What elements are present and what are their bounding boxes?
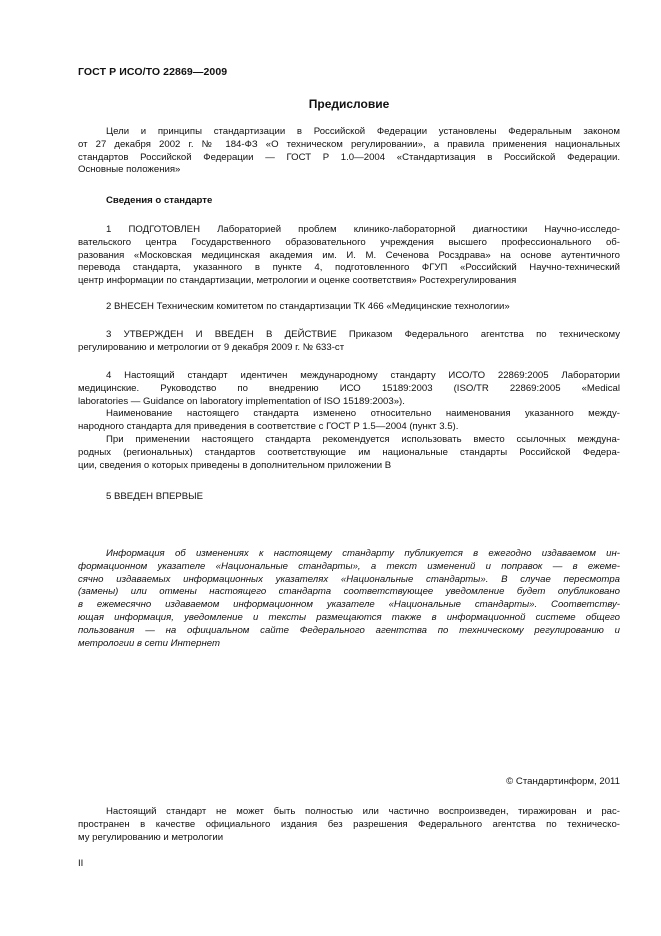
text-line: от 27 декабря 2002 г. № 184-ФЗ «О техническом регулировании», а правила применения национальных <box>78 138 620 150</box>
text-line: пространен в качестве официального издания без разрешения Федерального агентства по техническо- <box>78 818 620 830</box>
text-line: формационном указателе «Национальные стандарты», а текст изменений и поправок — в ежеме- <box>78 560 620 572</box>
standard-info-subtitle: Сведения о стандарте <box>106 195 213 206</box>
text-line: 3 УТВЕРЖДЕН И ВВЕДЕН В ДЕЙСТВИЕ Приказом Федерального агентства по техническому <box>106 329 620 340</box>
text-line: пользования — на официальном сайте Федерального агентства по техническому регулированию и <box>78 624 620 636</box>
item-3-paragraph <box>78 329 620 355</box>
text-line: При применении настоящего стандарта рекомендуется использовать вместо ссылочных междуна- <box>106 433 620 445</box>
text-line: перевода стандарта, указанного в пункте 4, подготовленного ФГУП «Российский Научно-технический <box>78 262 620 274</box>
text-line: стандартов Российской Федерации — ГОСТ Р 1.0—2004 «Стандартизация в Российской Федерации. <box>78 151 620 163</box>
reproduction-notice-paragraph <box>78 806 620 844</box>
text-line: 4 Настоящий стандарт идентичен международному стандарту ИСО/ТО 22869:2005 Лаборатории <box>106 370 620 381</box>
intro-paragraph <box>78 126 620 177</box>
text-line: регулированию и метрологии от 9 декабря 2009 г. № 633-ст <box>78 341 345 353</box>
text-line: (замены) или отмены настоящего стандарта соответствующее уведомление будет опубликовано <box>78 586 620 598</box>
info-notice-paragraph <box>78 548 620 650</box>
text-line: му регулированию и метрологии <box>78 831 224 843</box>
text-line: разования «Московская медицинская академия им. И. М. Сеченова Росздрава» на основе аутентичного <box>78 249 620 261</box>
text-line: метрологии в сети Интернет <box>78 637 220 649</box>
copyright-line: © Стандартинформ, 2011 <box>506 776 620 787</box>
text-line: 5 ВВЕДЕН ВПЕРВЫЕ <box>106 491 204 502</box>
text-line: ющая информация, уведомление и тексты размещаются также в информационной системе общего <box>78 611 620 623</box>
text-line: родных (региональных) стандартов соответствующие им национальные стандарты Российской Федера- <box>78 446 620 458</box>
page-number: II <box>78 858 84 869</box>
item-2-paragraph <box>78 301 620 314</box>
text-line: вательского центра Государственного образовательного учреждения высшего профессионального об- <box>78 236 620 248</box>
text-line: 1 ПОДГОТОВЛЕН Лабораторией проблем клинико-лабораторной диагностики Научно-исследо- <box>106 224 620 235</box>
text-line: ции, сведения о которых приведены в дополнительном приложении В <box>78 459 392 471</box>
text-line: центр информации по стандартизации, метрологии и оценке соответствия» Ростехрегулирования <box>78 275 517 287</box>
item-1-paragraph <box>78 224 620 288</box>
item-5-paragraph <box>78 491 620 504</box>
text-line: в ежемесячно издаваемом информационном указателе «Национальные стандарты». Соответству- <box>78 599 620 611</box>
text-line: Цели и принципы стандартизации в Российской Федерации установлены Федеральным законом <box>106 126 620 137</box>
item-4-paragraph <box>78 370 620 472</box>
text-line: Наименование настоящего стандарта изменено относительно наименования указанного между- <box>106 408 620 420</box>
text-line: сячно издаваемых информационных указателях «Национальные стандарты». В случае пересмотра <box>78 573 620 585</box>
text-line: Основные положения» <box>78 164 181 176</box>
text-line: 2 ВНЕСЕН Техническим комитетом по стандартизации ТК 466 «Медицинские технологии» <box>106 301 510 312</box>
text-line: медицинские. Руководство по внедрению ИСО 15189:2003 (ISO/TR 22869:2005 «Medical <box>78 382 620 394</box>
text-line: Информация об изменениях к настоящему стандарту публикуется в ежегодно издаваемом ин- <box>106 548 620 559</box>
foreword-title: Предисловие <box>308 97 390 111</box>
text-line: laboratories — Guidance on laboratory implementation of ISO 15189:2003»). <box>78 395 405 407</box>
text-line: Настоящий стандарт не может быть полностью или частично воспроизведен, тиражирован и рас- <box>106 806 620 817</box>
text-line: народного стандарта для приведения в соответствие с ГОСТ Р 1.5—2004 (пункт 3.5). <box>78 421 459 433</box>
document-code-header: ГОСТ Р ИСО/ТО 22869—2009 <box>78 66 228 78</box>
